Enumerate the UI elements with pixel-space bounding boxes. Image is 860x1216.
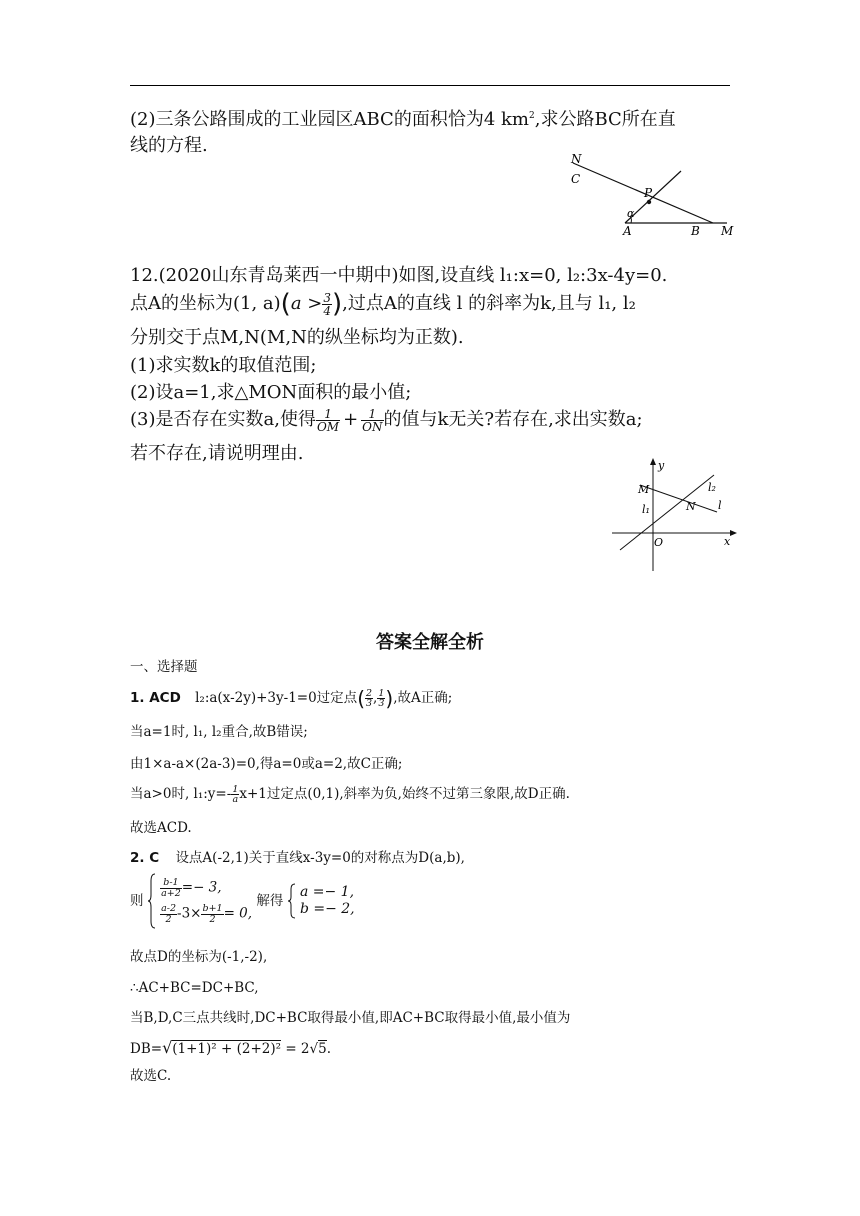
fig1-label-alpha: α [627,207,635,220]
answer2-line4: ∴AC+BC=DC+BC, [130,980,259,996]
fig1-label-c: C [571,172,581,186]
answer1-line1: 1. ACD l₂:a(x-2y)+3y-1=0过定点( $\frac{2}{3}$ , $\frac{1}{3}$ ),故A正确; [130,686,453,711]
fig2-label-l2: l₂ [708,481,716,494]
fig1-label-n: N [571,152,582,166]
header-rule [130,85,730,86]
fig2-label-n: N [686,500,696,513]
fig1-label-m: M [721,224,734,238]
fig2-label-o: O [654,536,664,549]
figure-road-triangle [565,150,740,242]
answer1-line2: 当a=1时, l₁, l₂重合,故B错误; [130,724,308,740]
fig2-label-x: x [724,535,731,548]
problem12-q4: 若不存在,请说明理由. [130,443,304,464]
problem12-line1: 12.(2020山东青岛莱西一中期中)如图,设直线 l₁:x=0, l₂:3x-4y=0. [130,265,668,286]
fig1-label-a: A [623,224,632,238]
figure-coordinate-lines [612,455,742,573]
problem12-q2: (2)设a=1,求△MON面积的最小值; [130,382,412,403]
answer1-line5: 故选ACD. [130,820,192,836]
fig1-label-b: B [691,224,700,238]
problem11-line1: (2)三条公路围成的工业园区ABC的面积恰为4 $km^2$,求公路BC所在直 [130,109,676,130]
problem12-q1: (1)求实数k的取值范围; [130,355,317,376]
answer2-line5: 当B,D,C三点共线时,DC+BC取得最小值,即AC+BC取得最小值,最小值为 [130,1010,571,1026]
answer2-line7: 故选C. [130,1068,172,1084]
fig2-label-l: l [718,499,722,512]
answers-section: 一、选择题 [130,659,198,675]
fig1-label-p: P [644,186,653,200]
problem12-line3: 分别交于点M,N(M,N的纵坐标均为正数). [130,327,464,348]
fig2-label-y: y [658,459,665,472]
answer2-system: 则 $\frac{b-1}{a+2}$ =− 3, $\frac{a-2}{2}$ -3× $\frac{b+1}{2}$ = 0, 解得 a =− 1, b =− 2, [130,873,355,929]
answers-title: 答案全解全析 [376,632,484,653]
problem12-line2: 点A的坐标为(1, a)(a > $\frac{3}{4}$ ),过点A的直线 l 的斜率为k,且与 l₁, l₂ [130,289,636,319]
problem12-q3: (3)是否存在实数a,使得 $\frac{1}{OM}$ + $\frac{1}{ON}$ 的值与k无关?若存在,求出实数a; [130,406,643,434]
answer1-line4: 当a>0时, l₁:y=- $\frac{1}{a}$ x+1过定点(0,1),斜率为负,始终不过第三象限,故D正确. [130,783,570,805]
answer2-line3: 故点D的坐标为(-1,-2), [130,949,268,965]
fig2-label-l1: l₁ [642,503,650,516]
problem11-line2: 线的方程. [130,135,208,156]
answer1-line3: 由1×a-a×(2a-3)=0,得a=0或a=2,故C正确; [130,756,403,772]
answer2-line1: 2. C 设点A(-2,1)关于直线x-3y=0的对称点为D(a,b), [130,850,465,866]
fig2-label-m: M [638,483,650,496]
answer2-line6: DB=√(1+1)² + (2+2)² = 2√5. [130,1038,332,1057]
